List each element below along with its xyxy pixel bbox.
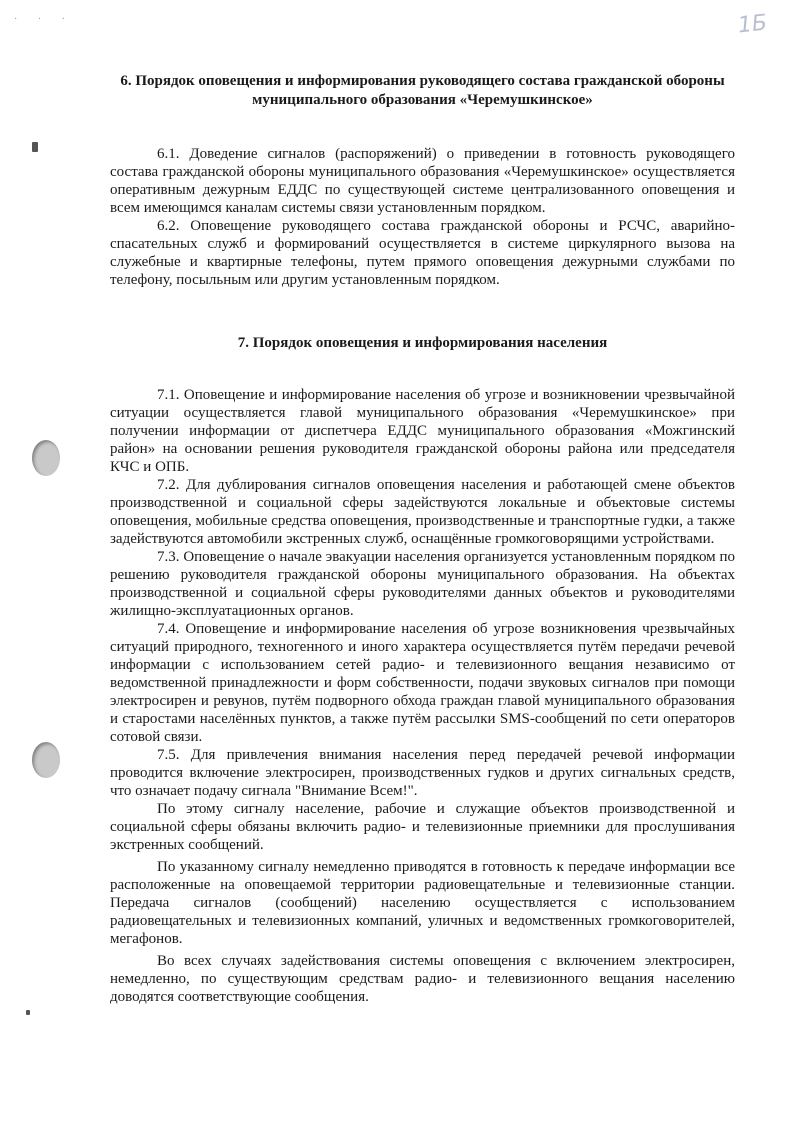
section6-title: 6. Порядок оповещения и информирования руководящего состава гражданской обороны муниципального образования «Черемушкинское»: [120, 73, 725, 108]
section6-body: [110, 145, 735, 289]
paragraph-6-1: 6.1. Доведение сигналов (распоряжений) о приведении в готовность руководящего состава гражданской обороны муниципального образования «Черемушкинское» осуществляется оперативным дежурным ЕДДС по существующей системе централизованного оповещения и всем имеющимся каналам системы связи установленным порядком.: [110, 146, 735, 216]
punch-hole-top: [32, 440, 60, 476]
paragraph-7-2: 7.2. Для дублирования сигналов оповещения населения и работающей смене объектов производственной и социальной сферы задействуются локальные и объектовые системы оповещения, мобильные средства оповещения, производственные и транспортные гудки, а также задействуются автомобили экстренных служб, оснащённые громкоговорящими устройствами.: [110, 477, 735, 547]
paragraph-6-2: 6.2. Оповещение руководящего состава гражданской обороны и РСЧС, аварийно-спасательных служб и формирований осуществляется в системе циркулярного вызова на служебные и квартирные телефоны, путем прямого оповещения дежурными службами по телефону, посыльным или другим установленным порядком.: [110, 218, 735, 288]
scan-dots: · · ·: [14, 14, 74, 25]
section7-body: [110, 386, 735, 1006]
scan-mark: [32, 142, 38, 152]
paragraph-7-5: 7.5. Для привлечения внимания населения перед передачей речевой информации проводится включение электросирен, производственных гудков и других сигнальных средств, что означает подачу сигнала "Внимание Всем!".: [110, 747, 735, 799]
paragraph-7-3: 7.3. Оповещение о начале эвакуации населения организуется установленным порядком по решению руководителя гражданской обороны муниципального образования. На объектах производственной и социальной сферы руководителями данных объектов и руководителями жилищно-эксплуатационных органов.: [110, 549, 735, 619]
paragraph-7-1: 7.1. Оповещение и информирование населения об угрозе и возникновении чрезвычайной ситуации осуществляется главой муниципального образования «Черемушкинское» при получении информации от диспетчера ЕДДС муниципального образования «Можгинский район» на основании решения руководителя гражданской обороны района или председателя КЧС и ОПБ.: [110, 387, 735, 475]
section7-title: 7. Порядок оповещения и информирования населения: [237, 335, 608, 351]
scan-mark-bottom: [26, 1010, 30, 1015]
punch-hole-bottom: [32, 742, 60, 778]
paragraph-7-4: 7.4. Оповещение и информирование населения об угрозе возникновения чрезвычайных ситуаций природного, техногенного и иного характера осуществляется путём передачи речевой информации с использованием сетей радио- и телевизионного вещания независимо от ведомственной принадлежности и форм собственности, подачи звуковых сигналов при помощи электросирен и ревунов, путём подворного обхода граждан главой муниципального образования и старостами населённых пунктов, а также путём рассылки SMS-сообщений по сети операторов сотовой связи.: [110, 621, 735, 745]
paragraph-signal-population: По этому сигналу население, рабочие и служащие объектов производственной и социальной сферы обязаны включить радио- и телевизионные приемники для прослушивания экстренных сообщений.: [110, 801, 735, 853]
page-number-handwritten: 1Б: [736, 10, 769, 39]
paragraph-broadcast-readiness: По указанному сигналу немедленно приводятся в готовность к передаче информации все расположенные на оповещаемой территории радиовещательные и телевизионные станции. Передача сигналов (сообщений) населению осуществляется с использованием радиовещательных и телевизионных компаний, уличных и ведомственных громкоговорителей, мегафонов.: [110, 859, 735, 947]
paragraph-all-cases: Во всех случаях задействования системы оповещения с включением электросирен, немедленно, по существующим средствам радио- и телевизионного вещания населению доводятся соответствующие сообщения.: [110, 953, 735, 1005]
